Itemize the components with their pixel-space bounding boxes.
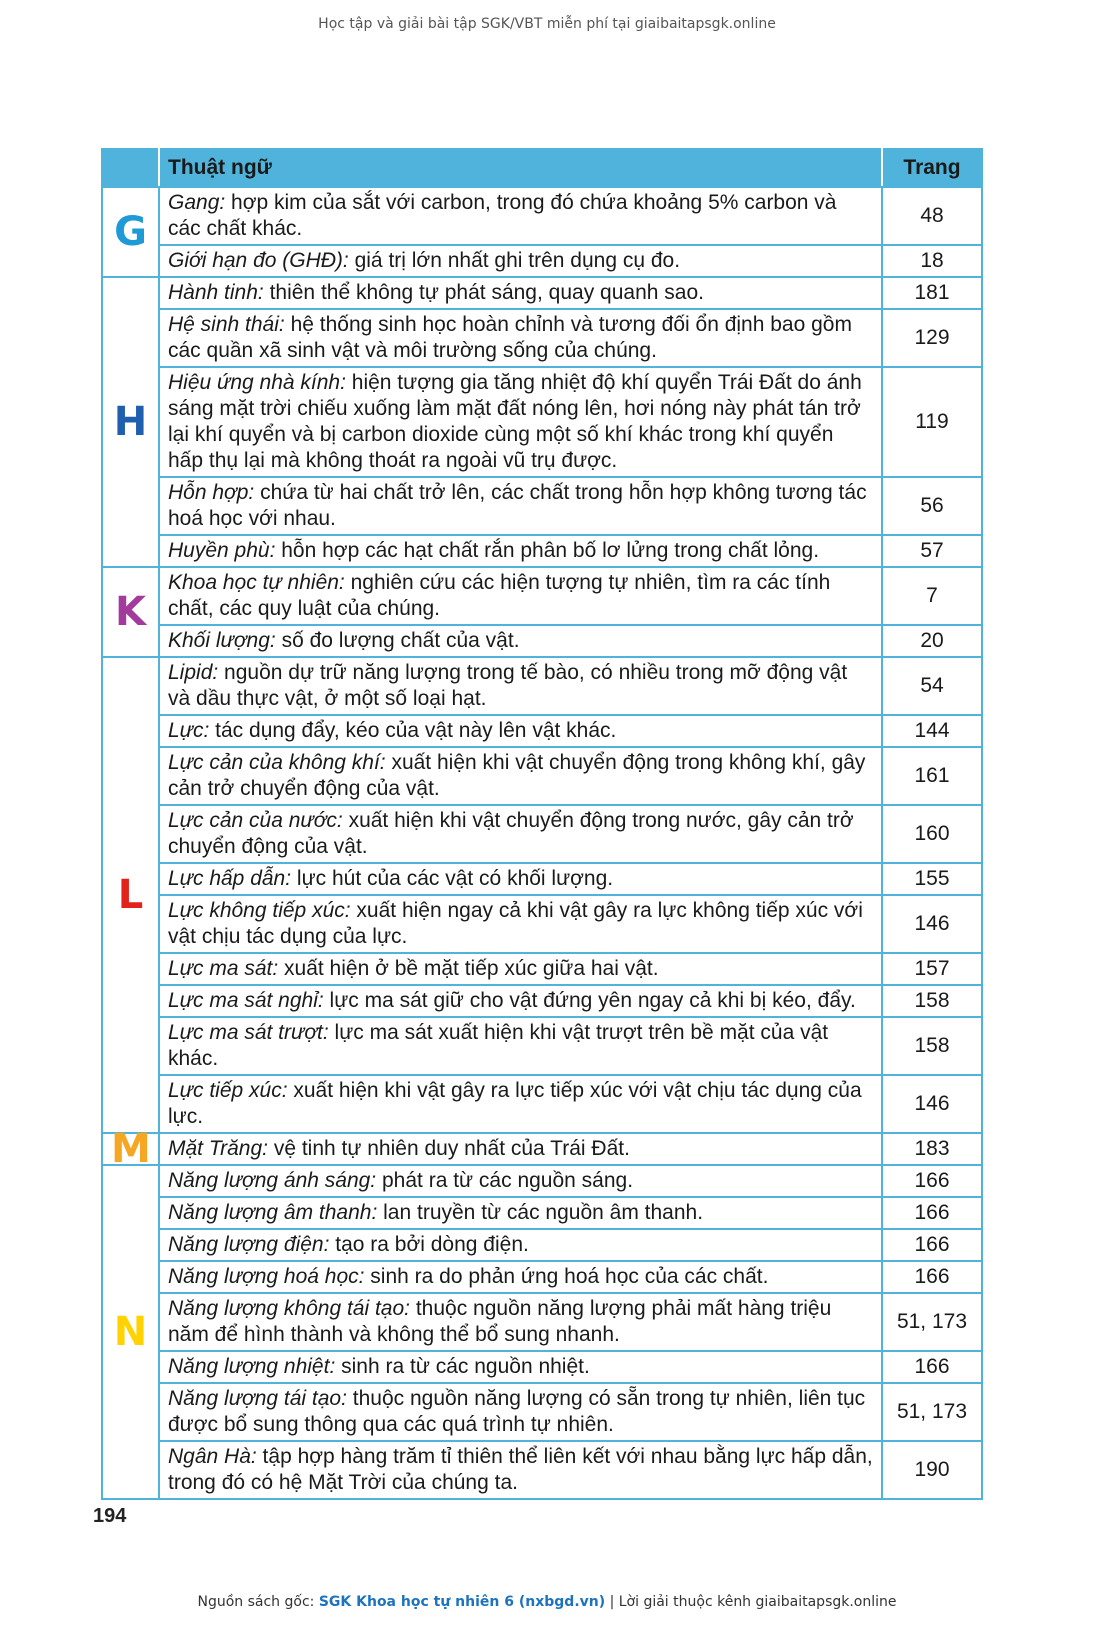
definition-cell: [159, 715, 882, 747]
definition-text: xuất hiện ở bề mặt tiếp xúc giữa hai vật.: [278, 957, 659, 980]
table-row: [102, 1261, 982, 1293]
definition-text: lực ma sát giữ cho vật đứng yên ngay cả khi bị kéo, đẩy.: [323, 989, 856, 1012]
definition-text: xuất hiện khi vật gây ra lực tiếp xúc với vật chịu tác dụng của lực.: [168, 1079, 862, 1128]
table-row: [102, 953, 982, 985]
table-row: [102, 895, 982, 953]
page-ref-cell: 129: [882, 309, 982, 367]
definition-text: tập hợp hàng trăm tỉ thiên thể liên kết với nhau bằng lực hấp dẫn, trong đó có hệ Mặt Trời của chúng ta.: [168, 1445, 873, 1494]
term-header: Thuật ngữ: [159, 149, 882, 187]
term-label: Năng lượng tái tạo:: [168, 1387, 347, 1410]
page-ref-cell: 166: [882, 1229, 982, 1261]
term-label: Ngân Hà:: [168, 1445, 257, 1468]
table-row: [102, 1293, 982, 1351]
table-row: [102, 863, 982, 895]
page-ref-cell: 54: [882, 657, 982, 715]
definition-text: hỗn hợp các hạt chất rắn phân bố lơ lửng trong chất lỏng.: [275, 539, 820, 562]
term-label: Lực ma sát trượt:: [168, 1021, 329, 1044]
page-footer: [0, 1594, 1094, 1610]
definition-text: thiên thể không tự phát sáng, quay quanh sao.: [263, 281, 704, 304]
table-row: [102, 567, 982, 625]
table-row: [102, 477, 982, 535]
letter-marker-h: H: [102, 277, 159, 567]
term-label: Năng lượng âm thanh:: [168, 1201, 378, 1224]
table-row: [102, 625, 982, 657]
table-row: [102, 367, 982, 477]
table-row: [102, 657, 982, 715]
definition-cell: [159, 1165, 882, 1197]
table-row: [102, 245, 982, 277]
page-ref-cell: 158: [882, 985, 982, 1017]
definition-cell: [159, 187, 882, 245]
page-ref-cell: 51, 173: [882, 1383, 982, 1441]
term-label: Khoa học tự nhiên:: [168, 571, 345, 594]
definition-text: xuất hiện ngay cả khi vật gây ra lực không tiếp xúc với vật chịu tác dụng của lực.: [168, 899, 863, 948]
term-label: Hỗn hợp:: [168, 481, 255, 504]
definition-cell: [159, 1133, 882, 1165]
letter-marker-l: L: [102, 657, 159, 1133]
definition-cell: [159, 1351, 882, 1383]
glossary-body: [102, 187, 982, 1499]
term-label: Lực không tiếp xúc:: [168, 899, 351, 922]
definition-text: xuất hiện khi vật chuyển động trong không khí, gây cản trở chuyển động của vật.: [168, 751, 866, 800]
term-label: Gang:: [168, 191, 226, 214]
definition-text: lan truyền từ các nguồn âm thanh.: [377, 1201, 704, 1224]
table-row: [102, 747, 982, 805]
definition-text: sinh ra từ các nguồn nhiệt.: [335, 1355, 590, 1378]
definition-text: lực ma sát xuất hiện khi vật trượt trên bề mặt của vật khác.: [168, 1021, 829, 1070]
page-ref-cell: 158: [882, 1017, 982, 1075]
page-header-cell: Trang: [882, 149, 982, 187]
letter-header-cell: [102, 149, 159, 187]
definition-cell: [159, 535, 882, 567]
definition-cell: [159, 367, 882, 477]
page-ref-cell: 146: [882, 895, 982, 953]
term-label: Lipid:: [168, 661, 219, 684]
definition-cell: [159, 895, 882, 953]
table-row: [102, 1229, 982, 1261]
definition-cell: [159, 1261, 882, 1293]
footer-suffix: | Lời giải thuộc kênh giaibaitapsgk.online: [605, 1594, 897, 1610]
table-row: [102, 1441, 982, 1499]
page-ref-cell: 57: [882, 535, 982, 567]
letter-marker-g: G: [102, 187, 159, 277]
term-label: Mặt Trăng:: [168, 1137, 268, 1160]
definition-text: nghiên cứu các hiện tượng tự nhiên, tìm ra các tính chất, các quy luật của chúng.: [168, 571, 831, 620]
term-label: Khối lượng:: [168, 629, 276, 652]
table-row: [102, 1351, 982, 1383]
term-label: Lực cản của nước:: [168, 809, 343, 832]
term-label: Lực ma sát nghỉ:: [168, 989, 324, 1012]
table-row: [102, 277, 982, 309]
definition-text: chứa từ hai chất trở lên, các chất trong hỗn hợp không tương tác hoá học với nhau.: [168, 481, 867, 530]
definition-cell: [159, 1383, 882, 1441]
definition-text: nguồn dự trữ năng lượng trong tế bào, có nhiều trong mỡ động vật và dầu thực vật, ở một số loại hạt.: [168, 661, 848, 710]
term-label: Lực:: [168, 719, 210, 742]
definition-cell: [159, 657, 882, 715]
definition-text: tác dụng đẩy, kéo của vật này lên vật khác.: [209, 719, 617, 742]
term-label: Lực cản của không khí:: [168, 751, 386, 774]
definition-text: giá trị lớn nhất ghi trên dụng cụ đo.: [348, 249, 681, 272]
table-row: [102, 187, 982, 245]
page-ref-cell: 160: [882, 805, 982, 863]
page-ref-cell: 155: [882, 863, 982, 895]
term-label: Năng lượng nhiệt:: [168, 1355, 336, 1378]
term-label: Năng lượng điện:: [168, 1233, 330, 1256]
term-label: Hiệu ứng nhà kính:: [168, 371, 346, 394]
table-row: [102, 805, 982, 863]
definition-text: tạo ra bởi dòng điện.: [329, 1233, 529, 1256]
definition-cell: [159, 309, 882, 367]
glossary-table: [101, 148, 983, 1500]
term-label: Giới hạn đo (GHĐ):: [168, 249, 349, 272]
term-label: Năng lượng hoá học:: [168, 1265, 365, 1288]
term-label: Lực ma sát:: [168, 957, 279, 980]
page-ref-cell: 166: [882, 1261, 982, 1293]
table-header-row: [102, 149, 982, 187]
definition-cell: [159, 747, 882, 805]
page-ref-cell: 183: [882, 1133, 982, 1165]
definition-text: vệ tinh tự nhiên duy nhất của Trái Đất.: [267, 1137, 630, 1160]
page-ref-cell: 7: [882, 567, 982, 625]
footer-source-link[interactable]: SGK Khoa học tự nhiên 6 (nxbgd.vn): [318, 1594, 606, 1610]
definition-text: sinh ra do phản ứng hoá học của các chất.: [364, 1265, 769, 1288]
page-ref-cell: 18: [882, 245, 982, 277]
definition-cell: [159, 1197, 882, 1229]
table-row: [102, 1133, 982, 1165]
definition-cell: [159, 277, 882, 309]
definition-cell: [159, 1441, 882, 1499]
definition-text: thuộc nguồn năng lượng phải mất hàng triệu năm để hình thành và không thể bổ sung nhanh.: [168, 1297, 832, 1346]
definition-cell: [159, 985, 882, 1017]
table-row: [102, 1197, 982, 1229]
table-row: [102, 309, 982, 367]
definition-cell: [159, 1075, 882, 1133]
page-ref-cell: 166: [882, 1165, 982, 1197]
definition-cell: [159, 245, 882, 277]
page-ref-cell: 51, 173: [882, 1293, 982, 1351]
page-ref-cell: 144: [882, 715, 982, 747]
page-ref-cell: 146: [882, 1075, 982, 1133]
definition-text: thuộc nguồn năng lượng có sẵn trong tự nhiên, liên tục được bổ sung thông qua các quá trình tự nhiên.: [168, 1387, 866, 1436]
table-row: [102, 1075, 982, 1133]
table-row: [102, 1383, 982, 1441]
term-label: Lực hấp dẫn:: [168, 867, 292, 890]
definition-cell: [159, 625, 882, 657]
definition-cell: [159, 567, 882, 625]
page-header: Học tập và giải bài tập SGK/VBT miễn phí tại giaibaitapsgk.online: [318, 16, 776, 32]
letter-marker-k: K: [102, 567, 159, 657]
definition-cell: [159, 477, 882, 535]
page-ref-cell: 157: [882, 953, 982, 985]
table-row: [102, 1017, 982, 1075]
definition-cell: [159, 1293, 882, 1351]
definition-cell: [159, 1229, 882, 1261]
page-ref-cell: 48: [882, 187, 982, 245]
page-ref-cell: 190: [882, 1441, 982, 1499]
term-label: Lực tiếp xúc:: [168, 1079, 288, 1102]
page-ref-cell: 119: [882, 367, 982, 477]
page-ref-cell: 20: [882, 625, 982, 657]
definition-text: hệ thống sinh học hoàn chỉnh và tương đối ổn định bao gồm các quần xã sinh vật và môi trường sống của chúng.: [168, 313, 852, 362]
table-row: [102, 535, 982, 567]
page-ref-cell: 56: [882, 477, 982, 535]
definition-text: hiện tượng gia tăng nhiệt độ khí quyển Trái Đất do ánh sáng mặt trời chiếu xuống làm mặt đất nóng lên, hơi nóng này phát tán trở lại khí quyển và bị carbon dioxide cùng một số khí khác trong khí quyển hấp thụ lại mà không thoát ra ngoài vũ trụ được.: [168, 371, 862, 472]
term-label: Huyền phù:: [168, 539, 276, 562]
footer-prefix: Nguồn sách gốc:: [197, 1594, 319, 1610]
term-label: Năng lượng không tái tạo:: [168, 1297, 410, 1320]
definition-cell: [159, 953, 882, 985]
definition-text: lực hút của các vật có khối lượng.: [291, 867, 614, 890]
page-ref-cell: 166: [882, 1197, 982, 1229]
definition-text: phát ra từ các nguồn sáng.: [376, 1169, 634, 1192]
definition-cell: [159, 805, 882, 863]
letter-marker-n: N: [102, 1165, 159, 1499]
definition-text: số đo lượng chất của vật.: [275, 629, 520, 652]
page-ref-cell: 166: [882, 1351, 982, 1383]
definition-text: xuất hiện khi vật chuyển động trong nước, gây cản trở chuyển động của vật.: [168, 809, 854, 858]
term-label: Hành tinh:: [168, 281, 264, 304]
table-row: [102, 715, 982, 747]
definition-cell: [159, 863, 882, 895]
table-row: [102, 985, 982, 1017]
definition-text: hợp kim của sắt với carbon, trong đó chứa khoảng 5% carbon và các chất khác.: [168, 191, 837, 240]
term-label: Năng lượng ánh sáng:: [168, 1169, 377, 1192]
letter-marker-m: M: [102, 1133, 159, 1165]
page-number: 194: [93, 1505, 127, 1527]
term-label: Hệ sinh thái:: [168, 313, 285, 336]
definition-cell: [159, 1017, 882, 1075]
table-row: [102, 1165, 982, 1197]
page-ref-cell: 181: [882, 277, 982, 309]
page-ref-cell: 161: [882, 747, 982, 805]
